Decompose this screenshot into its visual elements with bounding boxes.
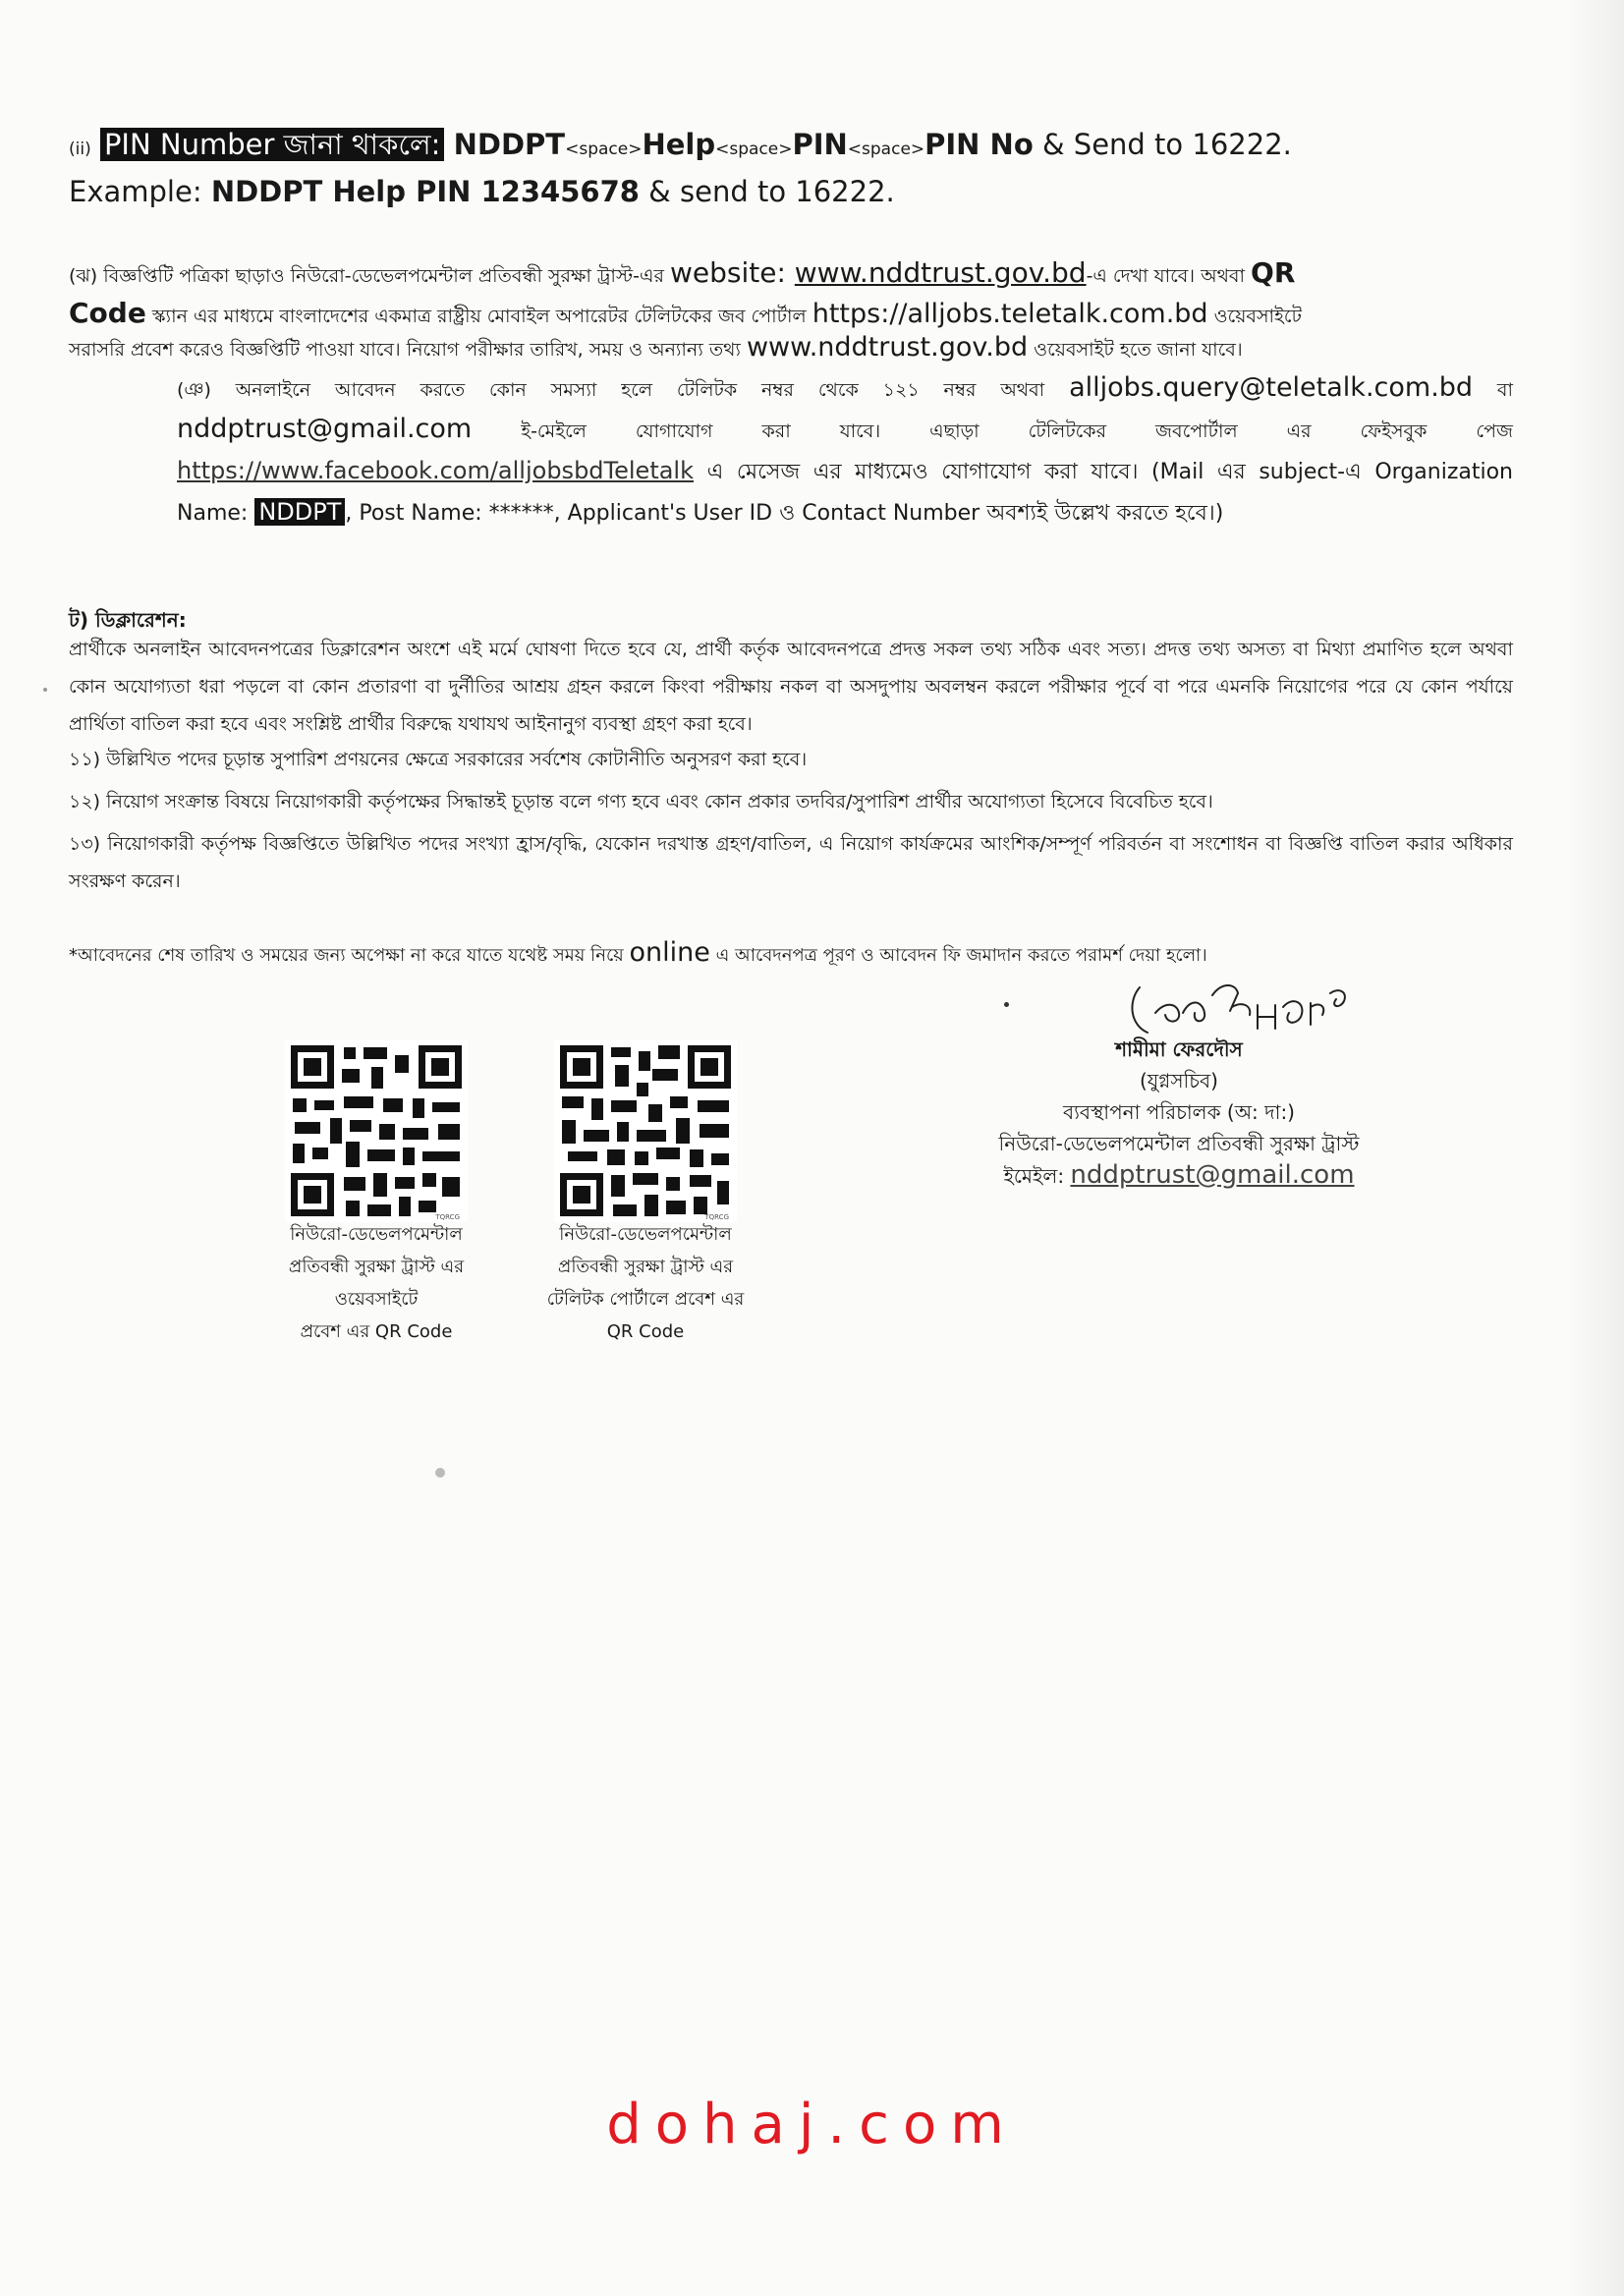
signatory-rank: (যুগ্নসচিব) bbox=[1139, 1069, 1218, 1092]
point-11: ১১) উল্লিখিত পদের চূড়ান্ত সুপারিশ প্রণয়নের ক্ষেত্রে সরকারের সর্বশেষ কোটানীতি অনুসরণ করা হবে। bbox=[69, 749, 808, 770]
footnote-text: *আবেদনের শেষ তারিখ ও সময়ের জন্য অপেক্ষা না করে যাতে যথেষ্ট সময় নিয়ে bbox=[69, 945, 630, 966]
signatory-email-row bbox=[924, 1159, 1434, 1192]
scan-speck bbox=[43, 688, 47, 692]
pin-keyword-pin: PIN bbox=[792, 128, 848, 161]
help-note-text: এ মেসেজ এর মাধ্যমেও যোগাযোগ করা যাবে। (Mail এর subject-এ Organization Name: bbox=[177, 460, 1513, 526]
pin-example-line bbox=[69, 172, 895, 211]
website-note-text: বিজ্ঞপ্তিটি পত্রিকা ছাড়াও নিউরো-ডেভেলপমেন্টাল প্রতিবন্ধী সুরক্ষা ট্রাস্ট-এর bbox=[103, 265, 670, 287]
footnote-online: online bbox=[629, 937, 710, 968]
signatory-block bbox=[924, 1034, 1434, 1192]
signatory-email[interactable]: nddptrust@gmail.com bbox=[1070, 1160, 1355, 1190]
scan-speck bbox=[435, 1468, 445, 1478]
nddtrust-website-link[interactable]: www.nddtrust.gov.bd bbox=[794, 256, 1087, 289]
qr-tag: TQRCG bbox=[435, 1213, 460, 1221]
website-note-line-3 bbox=[69, 329, 1243, 368]
nddtrust-website-link-2[interactable]: www.nddtrust.gov.bd bbox=[746, 332, 1029, 363]
facebook-page-link[interactable]: https://www.facebook.com/alljobsbdTeletalk bbox=[177, 457, 694, 484]
help-note-label: (ঞ) bbox=[177, 379, 211, 401]
website-note-text: ওয়েবসাইট হতে জানা যাবে। bbox=[1028, 339, 1243, 361]
email-label: ইমেইল: bbox=[1003, 1164, 1071, 1188]
example-command: NDDPT Help PIN 12345678 bbox=[210, 175, 640, 208]
pin-highlight-label: PIN Number জানা থাকলে: bbox=[100, 128, 444, 161]
qr-word: QR bbox=[1251, 256, 1296, 289]
example-label: Example: bbox=[69, 175, 202, 208]
website-word: website: bbox=[669, 256, 795, 289]
website-note-text: -এ দেখা যাবে। অথবা bbox=[1086, 265, 1252, 287]
qr-code-teletalk[interactable] bbox=[554, 1039, 737, 1222]
pin-space-token: <space> bbox=[715, 140, 793, 159]
pin-keyword-help: Help bbox=[642, 128, 716, 161]
nddptrust-email[interactable]: nddptrust@gmail.com bbox=[177, 414, 473, 444]
teletalk-query-email[interactable]: alljobs.query@teletalk.com.bd bbox=[1069, 372, 1474, 403]
declaration-heading: ট) ডিক্লারেশন: bbox=[69, 608, 187, 632]
help-note-text: অনলাইনে আবেদন করতে কোন সমস্যা হলে টেলিটক নম্বর থেকে ১২১ নম্বর অথবা bbox=[210, 379, 1070, 401]
qr-caption-line: টেলিটক পোর্টালে প্রবেশ এর bbox=[546, 1289, 745, 1310]
qr-caption-line: প্রতিবন্ধী সুরক্ষা ট্রাস্ট এর bbox=[288, 1257, 465, 1277]
footnote bbox=[69, 934, 1207, 975]
qr-caption-teletalk bbox=[528, 1218, 763, 1348]
website-note-text: ওয়েবসাইটে bbox=[1207, 306, 1302, 327]
org-name-highlight: NDDPT bbox=[254, 498, 345, 526]
qr-tag: TQRCG bbox=[704, 1213, 729, 1221]
qr-caption-line: নিউরো-ডেভেলপমেন্টাল bbox=[290, 1224, 463, 1245]
pin-instruction-line bbox=[69, 125, 1292, 169]
help-note-paragraph bbox=[177, 368, 1513, 533]
signatory-name: শামীমা ফেরদৌস bbox=[1115, 1037, 1243, 1061]
pin-keyword-nddpt: NDDPT bbox=[453, 128, 566, 161]
point-13: ১৩) নিয়োগকারী কর্তৃপক্ষ বিজ্ঞপ্তিতে উল্লিখিত পদের সংখ্যা হ্রাস/বৃদ্ধি, যেকোন দরখাস্ত গ্রহণ/বাতিল, এ নিয়োগ কার্যক্রমের আংশিক/সম্পূর্ণ পরিবর্তন বা সংশোধন বা বিজ্ঞপ্তি বাতিল করার অধিকার সংরক্ষণ করেন। bbox=[69, 833, 1513, 892]
website-note-label: (ঝ) bbox=[69, 265, 98, 287]
help-note-text: ই-মেইলে যোগাযোগ করা যাবে। এছাড়া টেলিটকের জবপোর্টাল এর ফেইসবুক পেজ bbox=[472, 420, 1513, 442]
watermark-text: dohaj.com bbox=[606, 2093, 1018, 2156]
qr-caption-line: QR Code bbox=[606, 1321, 685, 1342]
scan-page-edge bbox=[1565, 0, 1624, 2296]
website-note-text: স্ক্যান এর মাধ্যমে বাংলাদেশের একমাত্র রাষ্ট্রীয় মোবাইল অপারেটর টেলিটকের জব পোর্টাল bbox=[145, 306, 812, 327]
help-note-text: বা bbox=[1473, 379, 1514, 401]
pin-space-token: <space> bbox=[565, 140, 643, 159]
qr-caption-line: ওয়েবসাইটে bbox=[334, 1289, 419, 1310]
teletalk-jobs-link[interactable]: https://alljobs.teletalk.com.bd bbox=[812, 299, 1208, 329]
qr-caption-website bbox=[258, 1218, 494, 1348]
pin-keyword-pin-no: PIN No bbox=[924, 128, 1034, 161]
signatory-title: ব্যবস্থাপনা পরিচালক (অ: দা:) bbox=[1063, 1100, 1295, 1124]
pin-send-to: & Send to 16222. bbox=[1033, 128, 1292, 161]
signatory-organization: নিউরো-ডেভেলপমেন্টাল প্রতিবন্ধী সুরক্ষা ট্রাস্ট bbox=[998, 1132, 1360, 1155]
qr-caption-line: প্রতিবন্ধী সুরক্ষা ট্রাস্ট এর bbox=[557, 1257, 734, 1277]
qr-caption-line: প্রবেশ এর QR Code bbox=[300, 1321, 453, 1342]
declaration-body: প্রার্থীকে অনলাইন আবেদনপত্রের ডিক্লারেশন অংশে এই মর্মে ঘোষণা দিতে হবে যে, প্রার্থী কর্তৃক আবেদনপত্রে প্রদত্ত সকল তথ্য সঠিক এবং সত্য। প্রদত্ত তথ্য অসত্য বা মিথ্যা প্রমাণিত হলে অথবা কোন অযোগ্যতা ধরা পড়লে বা কোন প্রতারণা বা দুর্নীতির আশ্রয় গ্রহন করলে কিংবা পরীক্ষায় নকল বা অসদুপায় অবলম্বন করলে পরীক্ষার পূর্বে বা পরে এমনকি নিয়োগের পরে যে কোন পর্যায়ে প্রার্থিতা বাতিল করা হবে এবং সংশ্লিষ্ট প্রার্থীর বিরুদ্ধে যথাযথ আইনানুগ ব্যবস্থা গ্রহণ করা হবে। bbox=[69, 639, 1513, 735]
pin-prefix: (ii) bbox=[69, 140, 91, 159]
footnote-text: এ আবেদনপত্র পূরণ ও আবেদন ফি জমাদান করতে পরামর্শ দেয়া হলো। bbox=[709, 945, 1207, 966]
point-12: ১২) নিয়োগ সংক্রান্ত বিষয়ে নিয়োগকারী কর্তৃপক্ষের সিদ্ধান্তই চূড়ান্ত বলে গণ্য হবে এবং কোন প্রকার তদবির/সুপারিশ প্রার্থীর অযোগ্যতা হিসেবে বিবেচিত হবে। bbox=[69, 791, 1213, 812]
website-note-text: সরাসরি প্রবেশ করেও বিজ্ঞপ্তিটি পাওয়া যাবে। নিয়োগ পরীক্ষার তারিখ, সময় ও অন্যান্য তথ্য bbox=[69, 339, 747, 361]
example-send-to: & send to 16222. bbox=[639, 175, 895, 208]
help-note-text: , Post Name: ******, Applicant's User ID ও Contact Number অবশ্যই উল্লেখ করতে হবে।) bbox=[345, 501, 1224, 526]
ink-dot bbox=[1004, 1002, 1009, 1007]
qr-caption-line: নিউরো-ডেভেলপমেন্টাল bbox=[559, 1224, 732, 1245]
code-word: Code bbox=[69, 297, 146, 329]
pin-space-token: <space> bbox=[847, 140, 925, 159]
website-note-line-1 bbox=[69, 254, 1295, 295]
qr-code-website[interactable] bbox=[285, 1039, 468, 1222]
